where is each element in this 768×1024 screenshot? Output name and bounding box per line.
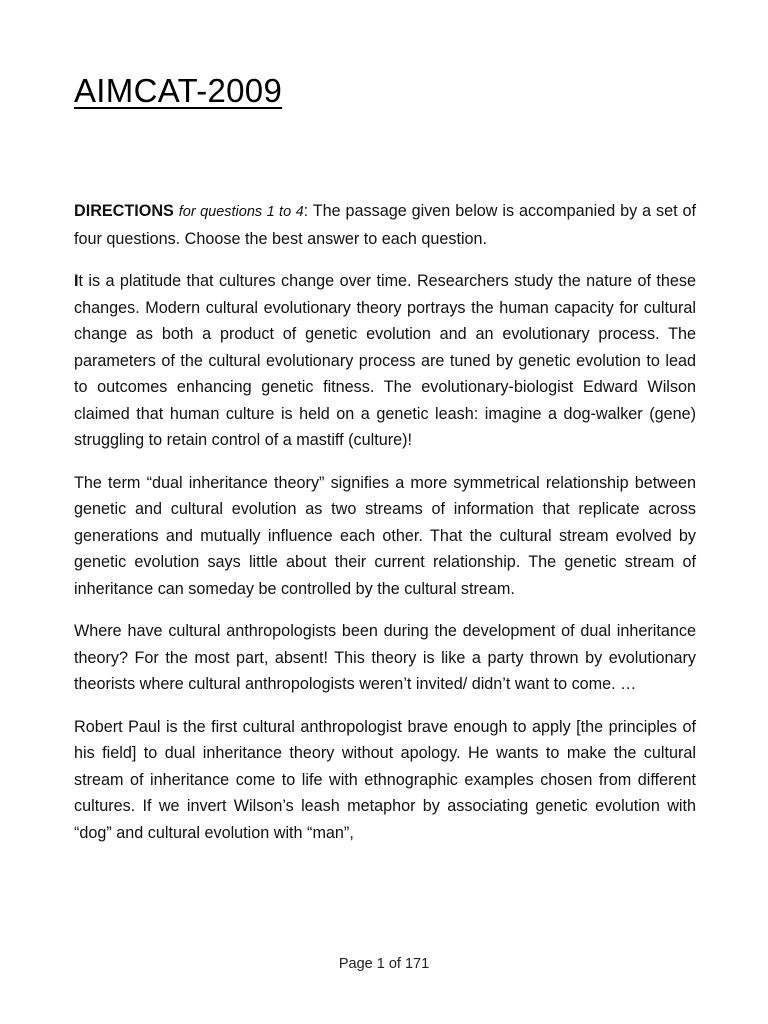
- directions-text: : The passage given below is accompanied by a set of four questions. Choose the best answer to each question.: [74, 202, 697, 248]
- paragraph-1-text: t is a platitude that cultures change over time. Researchers study the nature of these changes. Modern cultural evolutionary theory portrays the human capacity for cultural change as both a product of genetic evolution and an evolutionary process. The parameters of the cultural evolutionary process are tuned by genetic evolution to lead to outcomes enhancing genetic fitness. The evolutionary-biologist Edward Wilson claimed that human culture is held on a genetic leash: imagine a dog-walker (gene) struggling to retain control of a mastiff (culture)!: [74, 272, 696, 449]
- passage-paragraph-2: The term “dual inheritance theory” signifies a more symmetrical relationship between genetic and cultural evolution as two streams of information that replicate across generations and mutually influence each other. That the cultural stream evolved by genetic evolution says little about their current relationship. The genetic stream of inheritance can someday be controlled by the cultural stream.: [74, 473, 696, 598]
- directions-scope: for questions 1 to 4: [178, 204, 304, 220]
- passage-body: [74, 198, 696, 862]
- page-number: Page 1 of 171: [338, 956, 430, 972]
- document-title: AIMCAT-2009: [74, 72, 283, 109]
- passage-paragraph-1: [74, 268, 696, 454]
- directions-paragraph: [74, 198, 696, 252]
- passage-paragraph-4: Robert Paul is the first cultural anthropologist brave enough to apply [the principles of his field] to dual inheritance theory without apology. He wants to make the cultural stream of inheritance come to life with ethnographic examples chosen from different cultures. If we invert Wilson’s leash metaphor by associating genetic evolution with “dog” and cultural evolution with “man”,: [74, 717, 696, 842]
- passage-paragraph-3: Where have cultural anthropologists been during the development of dual inheritance theory? For the most part, absent! This theory is like a party thrown by evolutionary theorists where cultural anthropologists weren’t invited/ didn’t want to come. …: [74, 622, 696, 693]
- paragraph-1-first-char: I: [74, 272, 79, 290]
- directions-label: DIRECTIONS: [74, 202, 174, 220]
